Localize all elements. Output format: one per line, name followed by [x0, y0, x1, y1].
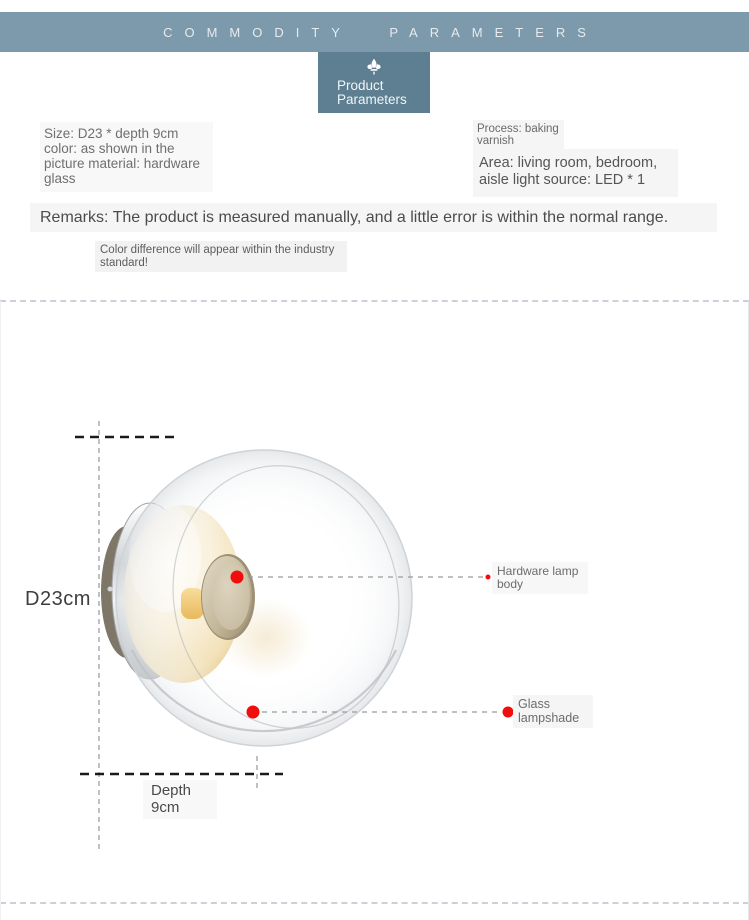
process-line1: Process: baking [477, 123, 559, 135]
hardware-marker-dot [231, 571, 244, 584]
depth-label [143, 780, 217, 819]
hardware-leader-end-dot [486, 575, 491, 580]
area-line2: aisle light source: LED * 1 [479, 172, 646, 188]
glass-dome [116, 450, 412, 746]
process-line2: varnish [477, 135, 515, 147]
hardware-line2: body [497, 577, 524, 591]
product-parameters-badge [318, 52, 430, 113]
section-divider-bottom [0, 902, 749, 904]
color-difference-note [95, 241, 347, 272]
size-line3: picture material: hardware [44, 156, 201, 171]
badge-line2: Parameters [337, 92, 407, 107]
size-line4: glass [44, 171, 76, 186]
diameter-label: D23cm [25, 588, 91, 610]
banner-title: COMMODITY PARAMETERS [163, 24, 598, 40]
badge-line1: Product [337, 78, 384, 93]
depth-line2: 9cm [151, 798, 180, 816]
remarks-text: Remarks: The product is measured manually, and a little error is within the normal range. [40, 209, 669, 226]
glass-line1: Glass [518, 697, 550, 711]
hardware-line1: Hardware lamp [497, 564, 579, 578]
badge-text [337, 79, 407, 107]
hardware-lamp-body-label [492, 562, 588, 594]
glass-leader-end-dot [503, 707, 514, 718]
size-line1: Size: D23 * depth 9cm [44, 126, 179, 141]
fleur-de-lis-icon [318, 58, 430, 76]
note-line1: Color difference will appear within the industry [100, 244, 335, 256]
area-line1: Area: living room, bedroom, [479, 155, 658, 171]
section-divider-top [0, 300, 749, 302]
depth-line1: Depth [151, 782, 192, 799]
process-spec-block [473, 120, 564, 150]
remarks-bar [30, 203, 717, 232]
glass-lampshade-label [513, 695, 593, 728]
size-spec-block [40, 122, 213, 192]
lamp-diagram [0, 410, 749, 860]
note-line2: standard! [100, 256, 148, 269]
size-line2: color: as shown in the [44, 141, 175, 156]
mount-screw-icon [108, 587, 113, 592]
glass-marker-dot [247, 706, 260, 719]
commodity-parameters-banner [0, 12, 749, 52]
glass-line2: lampshade [518, 710, 580, 725]
area-spec-block [473, 149, 678, 197]
